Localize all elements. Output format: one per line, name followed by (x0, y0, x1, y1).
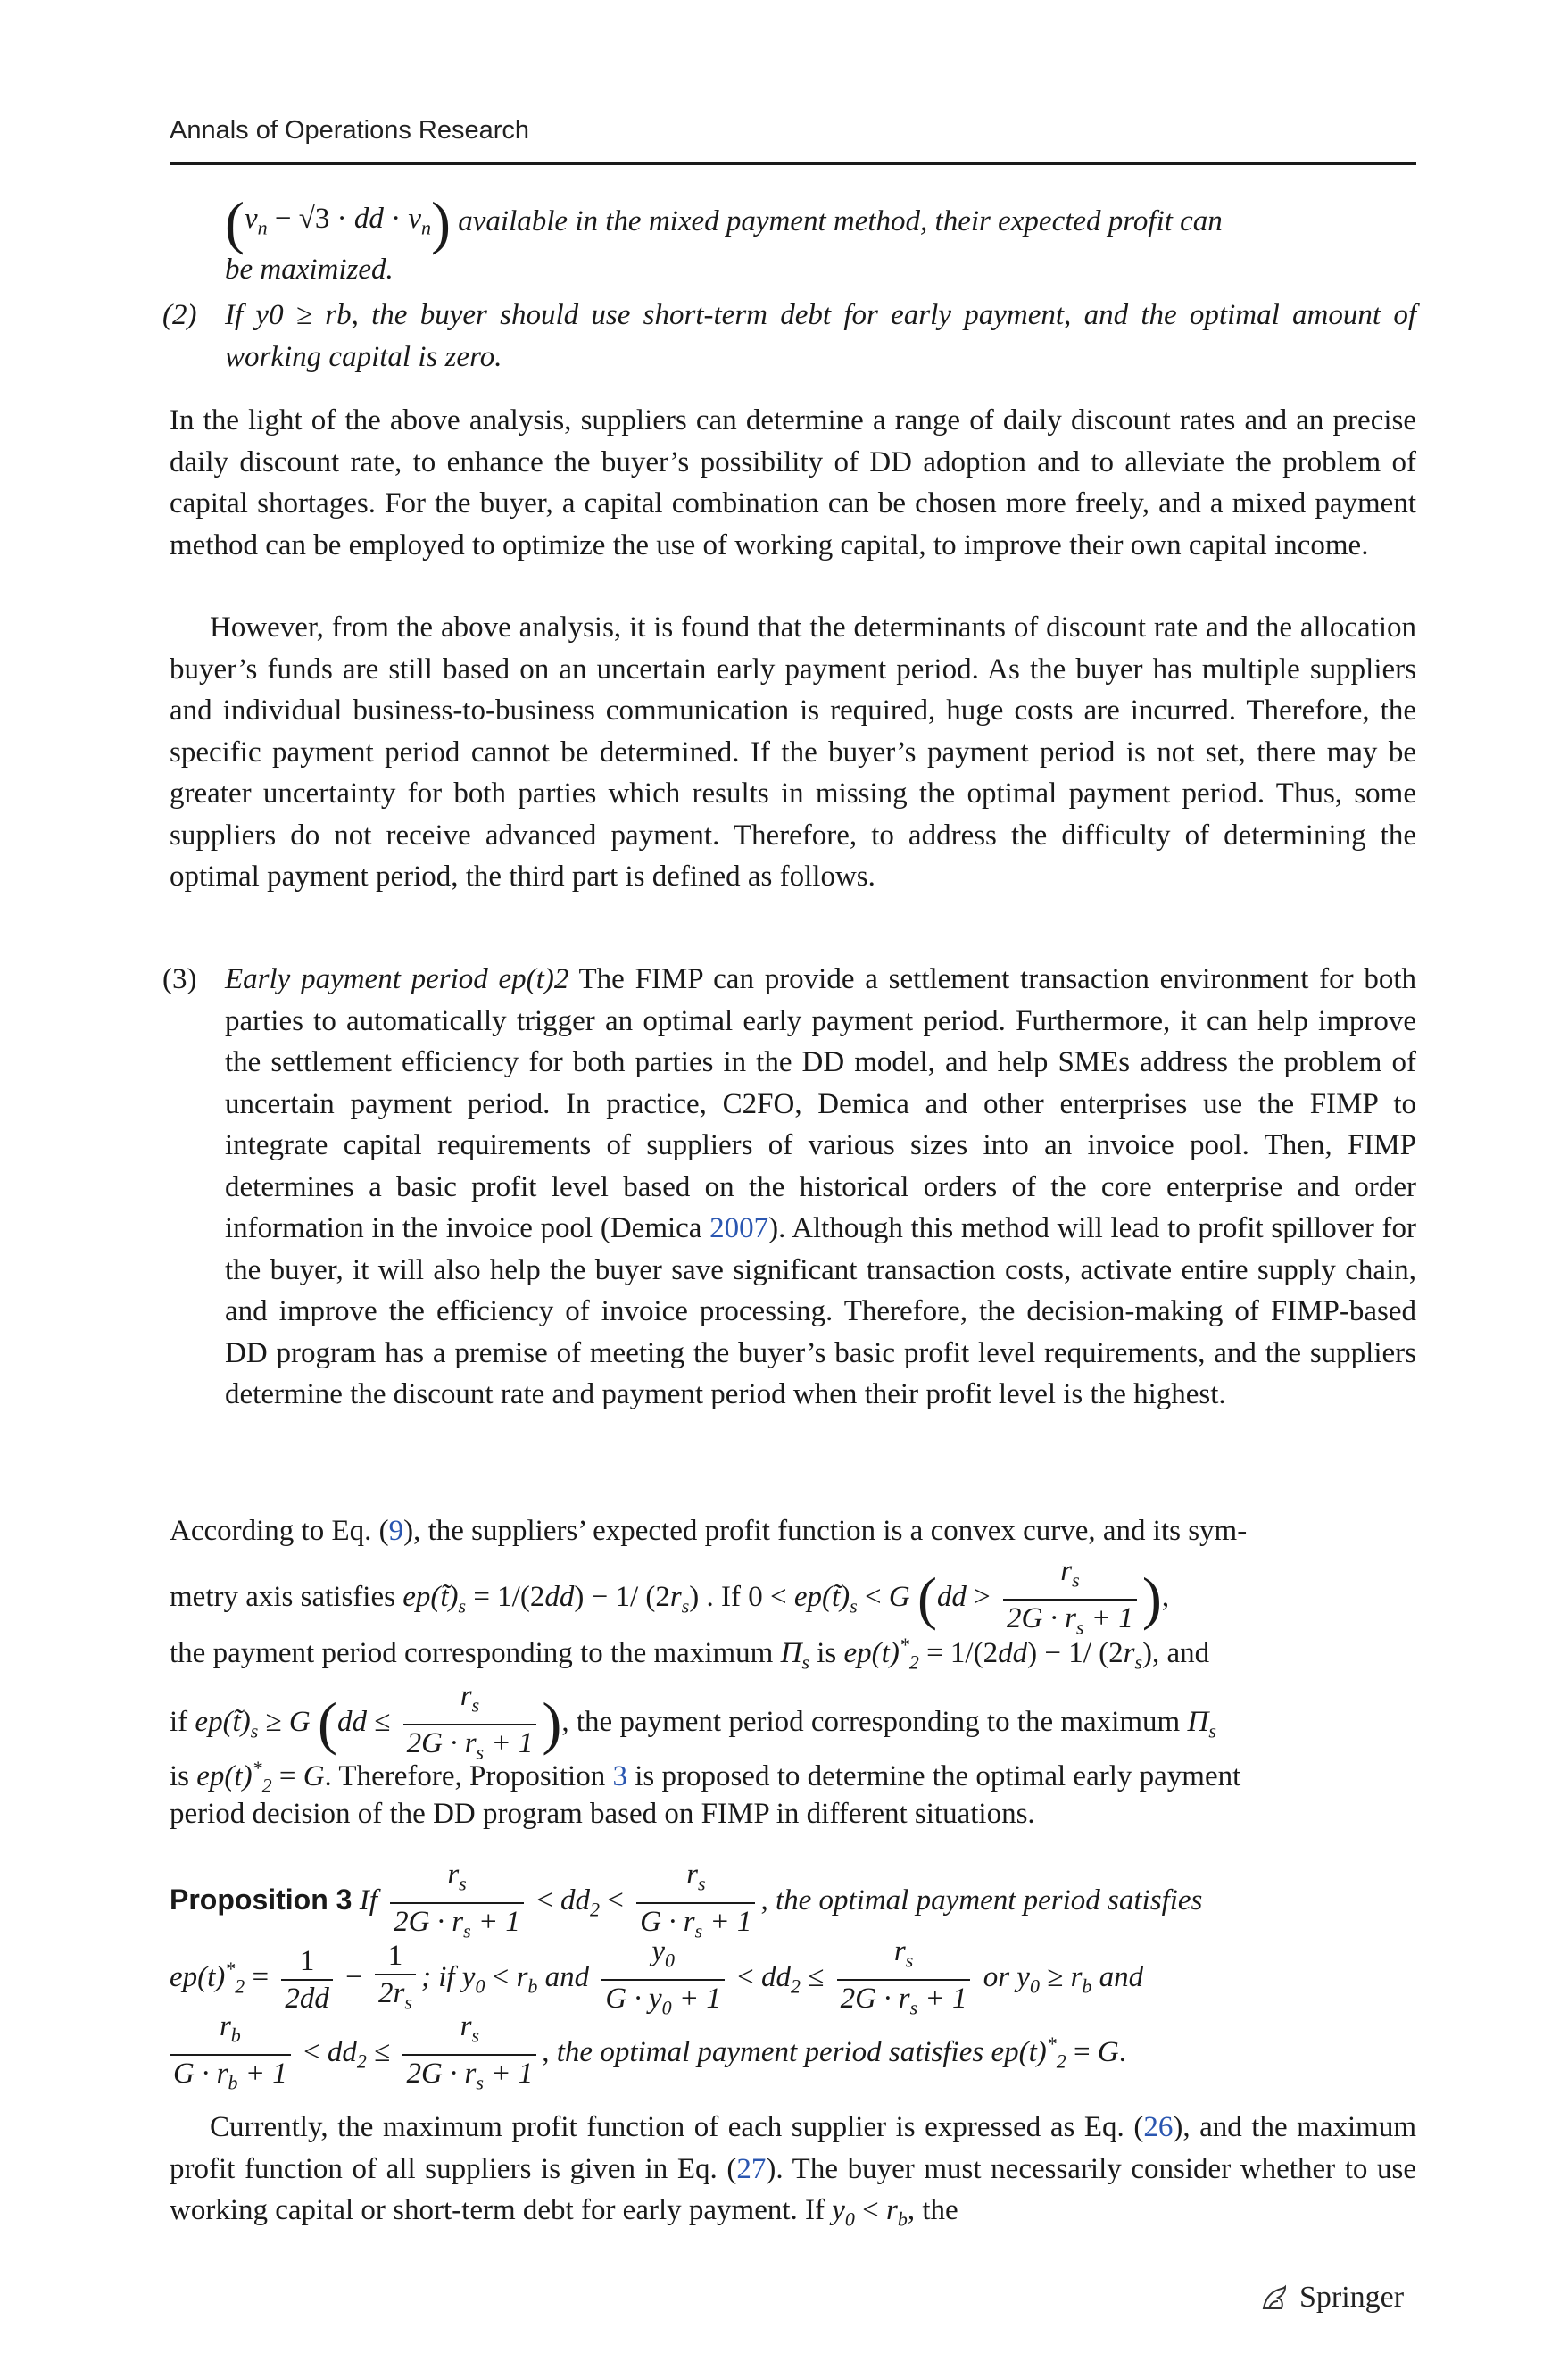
item-3-text-a: The FIMP can provide a settlement transaction environment for both parties to automatically trigger an optimal early payment period. Furthermore, it can help improve the settlement efficiency for both parties in the DD model, and help SMEs address the problem of uncertain payment period. In practice, C2FO, Demica and other enterprises use the FIMP to integrate capital requirements of suppliers of various sizes into an invoice pool. Then, FIMP determines a basic profit level based on the historical orders of the core enterprise and order information in the invoice pool (Demica (225, 963, 1417, 1244)
springer-logo (1258, 2281, 1404, 2315)
proposition-3-line1: Proposition 3 If $\frac{r_s}{2G \cdot r_s + 1}$ < $dd_2$ < $\frac{r_s}{G \cdot r_s + 1}$ , the optimal payment period satisfies (170, 1858, 1203, 1942)
header-rule (170, 162, 1416, 165)
eq-9-link[interactable]: 9 (388, 1515, 404, 1547)
para3-line5: is $ep(t)^*_2 = G$. Therefore, Proposition 3 is proposed to determine the optimal early payment (170, 1757, 1241, 1797)
eq-27-link[interactable]: 27 (736, 2152, 767, 2185)
publisher-name: Springer (1299, 2281, 1405, 2314)
item-3 (162, 959, 1417, 1416)
paragraph-2: However, from the above analysis, it is found that the determinants of discount rate and the allocation buyer’s funds are still based on an uncertain early payment period. As the buyer has multiple suppliers and individual business-to-business communication is required, huge costs are incurred. Therefore, the specific payment period cannot be determined. If the buyer’s payment period is not set, there may be greater uncertainty for both parties which results in missing the optimal payment period. Thus, some suppliers do not receive advanced payment. Therefore, to address the difficulty of determining the optimal payment period, the third part is defined as follows. (170, 611, 1416, 893)
eq-26-link[interactable]: 26 (1143, 2111, 1174, 2143)
paragraph-1: In the light of the above analysis, suppliers can determine a range of daily discount rates and an precise daily discount rate, to enhance the buyer’s possibility of DD adoption and to alleviate the problem of capital shortages. For the buyer, a capital combination can be chosen more freely, and a mixed payment method can be employed to optimize the use of working capital, to improve their own capital income. (170, 404, 1416, 561)
proposition-3-link[interactable]: 3 (612, 1760, 627, 1792)
springer-horse-icon (1258, 2282, 1290, 2314)
para3-line1: According to Eq. (9), the suppliers’ expected profit function is a convex curve, and its sym- (170, 1515, 1248, 1547)
item-1-tail: available in the mixed payment method, their expected profit can (458, 205, 1223, 238)
item-3-text-b: ). Although this method will lead to profit spillover for the buyer, it will also help the buyer save significant transaction costs, activate entire supply chain, and improve the efficiency of invoice processing. Therefore, the decision-making of FIMP-based DD program has a premise of meeting the buyer’s basic profit level requirements, and the suppliers determine the discount rate and payment period when their profit level is the highest. (225, 1212, 1416, 1410)
paragraph-4: Currently, the maximum profit function of each supplier is expressed as Eq. (26), and the maximum profit function of all suppliers is given in Eq. (27). The buyer must necessarily consider whether to use working capital or short-term debt for early payment. If $y_0 < r_b$, the (170, 2111, 1416, 2231)
proposition-3-line2: $ep(t)^*_2$ = $\frac{1}{2dd}$ − $\frac{1}{2r_s}$ ; if $y_0 < r_b$ and $\frac{y_0}{G \cdot y_0 + 1}$ < $dd_2$ ≤ $\frac{r_s}{2G \cdot r_s + 1}$ or $y_0 \ge r_b$ and (170, 1935, 1144, 2019)
para3-line4: if $ep(t̃)_s \ge G$ (dd ≤ $\frac{r_s}{2G \cdot r_s + 1}$ ), the payment period corresponding to the maximum $\Pi_s$ (170, 1680, 1216, 1764)
running-head: Annals of Operations Research (170, 116, 529, 145)
para3-line6: period decision of the DD program based on FIMP in different situations. (170, 1798, 1035, 1830)
para3-line3: the payment period corresponding to the maximum $\Pi_s$ is $ep(t)^*_2 = 1/(2dd) - 1/$ $(2r_s)$, and (170, 1634, 1210, 1674)
item-3-title: Early payment period ep(t)2 (225, 963, 569, 995)
proposition-label: Proposition 3 (170, 1883, 353, 1917)
para3-line2: metry axis satisfies $ep(t̃)_s = 1/(2dd) - 1/$ $(2r_s)$ . If $0 < ep(t̃)_s < G$ (dd > $\frac{r_s}{2G \cdot r_s + 1}$ ), (170, 1555, 1170, 1639)
item-1-line2: be maximized. (225, 254, 394, 287)
item-2-text: If y0 ≥ rb, the buyer should use short-term debt for early payment, and the optimal amount of working capital is zero. (225, 299, 1416, 373)
item-2-number: (2) (162, 299, 197, 331)
item-2 (162, 295, 1416, 378)
item-1-continuation: ($v_n - √3$ · dd · $v_n$) available in the mixed payment method, their expected profit can be maximized. (170, 198, 1416, 291)
item-3-number: (3) (162, 963, 197, 995)
citation-demica-2007[interactable]: 2007 (709, 1212, 769, 1244)
proposition-3-line3: $\frac{r_b}{G \cdot r_b + 1}$ < $dd_2$ ≤ $\frac{r_s}{2G \cdot r_s + 1}$ , the optimal payment period satisfies $ep(t)^*_2 = G$. (170, 2008, 1416, 2100)
